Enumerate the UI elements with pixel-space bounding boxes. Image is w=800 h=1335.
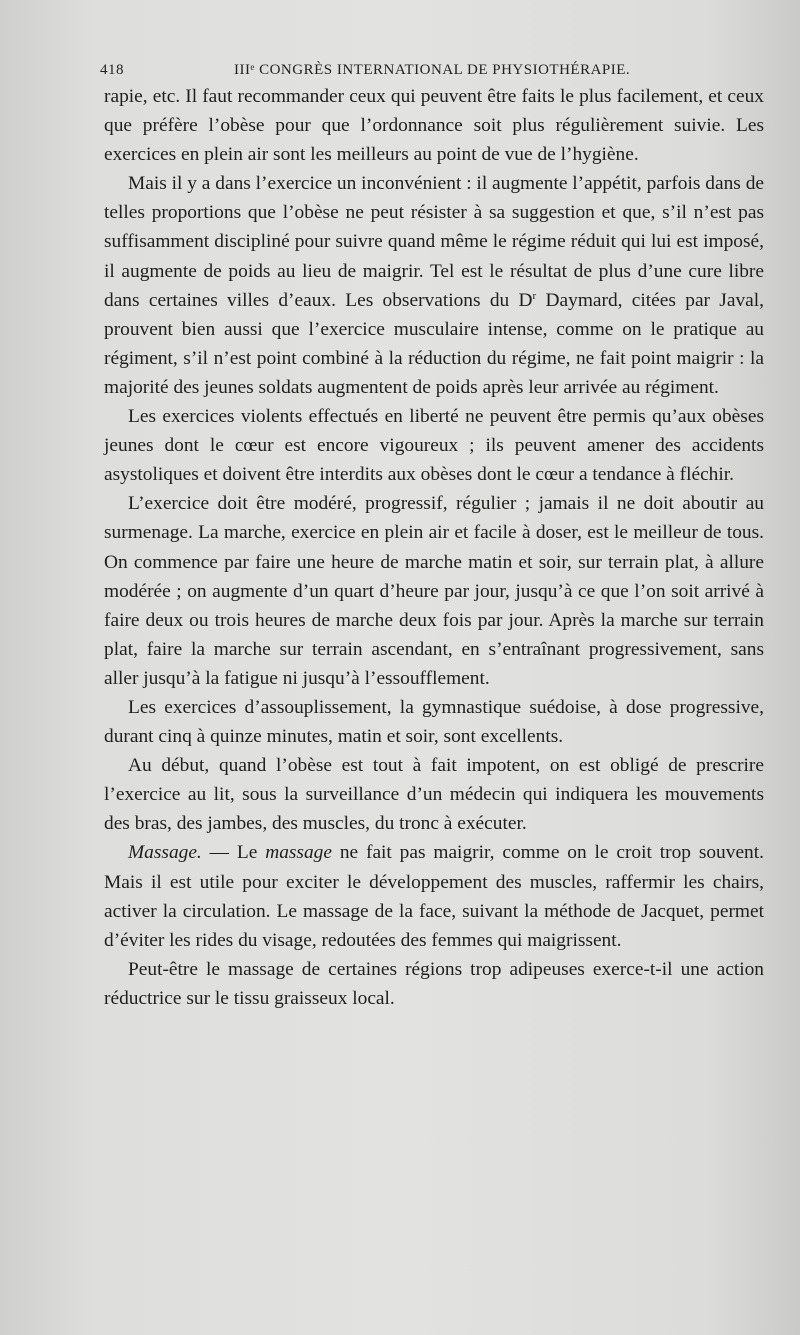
paragraph-4: L’exercice doit être modéré, progressif, régulier ; jamais il ne doit aboutir au surmenage. La marche, exercice en plein air et facile à doser, est le meilleur de tous. On commence par faire une heure de marche matin et soir, sur terrain plat, à allure modérée ; on augmente d’un quart d’heure par jour, jusqu’à ce que l’on soit arrivé à faire deux ou trois heures de marche deux fois par jour. Après la marche sur terrain plat, faire la marche sur terrain ascendant, en s’entraînant progressivement, sans aller jusqu’à la fatigue ni jusqu’à l’essoufflement.: [104, 493, 764, 689]
paragraph-7: [104, 838, 764, 954]
paragraph-6: Au début, quand l’obèse est tout à fait impotent, on est obligé de prescrire l’exercice au lit, sous la surveillance d’un médecin qui indiquera les mouvements des bras, des jambes, des muscles, du tronc à exécuter.: [104, 755, 764, 835]
paragraph-5: Les exercices d’assouplissement, la gymnastique suédoise, à dose progressive, durant cinq à quinze minutes, matin et soir, sont excellents.: [104, 696, 764, 748]
page-number: 418: [100, 62, 124, 78]
massage-heading: Massage.: [128, 842, 202, 864]
doctor-superscript: r: [532, 289, 537, 302]
page-header: [100, 56, 740, 84]
massage-dash: — Le: [201, 842, 266, 864]
paragraph-2: [104, 169, 764, 402]
paragraph-2-part-b: Daymard, citées par Javal, prouvent bien aussi que l’exercice musculaire intense, comme on le pratique au régiment, s’il n’est point combiné à la réduction du régime, ne fait point maigrir : la majorité des jeunes soldats augmentent de poids après leur arrivée au régiment.: [104, 289, 764, 398]
paragraph-1: rapie, etc. Il faut recommander ceux qui peuvent être faits le plus facilement, et ceux que préfère l’obèse pour que l’ordonnance soit plus régulièrement suivie. Les exercices en plein air sont les meilleurs au point de vue de l’hygiène.: [104, 86, 764, 166]
massage-text: ne fait pas maigrir, comme on le croit trop souvent. Mais il est utile pour exciter le développement des muscles, raffermir les chairs, activer la circulation. Le massage de la face, suivant la méthode de Jacquet, permet d’éviter les rides du visage, redoutées des femmes qui maigrissent.: [104, 842, 764, 951]
massage-term: massage: [265, 842, 332, 864]
paragraph-2-part-a: Mais il y a dans l’exercice un inconvénient : il augmente l’appétit, parfois dans de telles proportions que l’obèse ne peut résister à sa suggestion et que, s’il n’est pas suffisamment discipliné pour suivre quand même le régime réduit qui lui est imposé, il augmente de poids au lieu de maigrir. Tel est le résultat de plus d’une cure libre dans certaines villes d’eaux. Les observations du D: [104, 173, 764, 311]
paragraph-8: Peut-être le massage de certaines régions trop adipeuses exerce-t-il une action réductrice sur le tissu graisseux local.: [104, 958, 764, 1009]
running-title: IIIᵉ CONGRÈS INTERNATIONAL DE PHYSIOTHÉRAPIE.: [234, 62, 631, 78]
paragraph-3: Les exercices violents effectués en liberté ne peuvent être permis qu’aux obèses jeunes dont le cœur est encore vigoureux ; ils peuvent amener des accidents asystoliques et doivent être interdits aux obèses dont le cœur a tendance à fléchir.: [104, 406, 764, 486]
body-text: [104, 82, 764, 1013]
